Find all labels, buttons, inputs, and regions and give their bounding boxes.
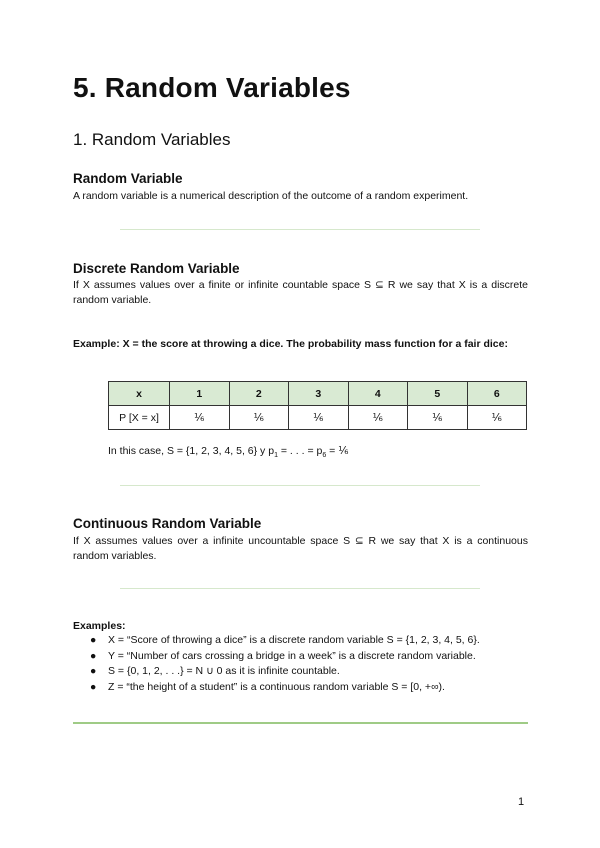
section-divider (120, 485, 480, 486)
list-item-text: X = “Score of throwing a dice” is a discrete random variable S = {1, 2, 3, 4, 5, 6}. (108, 634, 480, 646)
continuous-definition: If X assumes values over a infinite uncountable space S ⊆ R we say that X is a continuous random variables. (73, 535, 528, 562)
bullet-icon: ● (90, 649, 97, 662)
table-header-cell: 3 (289, 382, 349, 406)
table-cell: ⅙ (408, 406, 468, 430)
case-subscript-1: 1 (274, 452, 278, 460)
table-header-cell: 5 (408, 382, 468, 406)
bullet-icon: ● (90, 634, 97, 646)
random-variable-heading: Random Variable (73, 171, 183, 186)
table-header-row (109, 382, 527, 406)
table-header-cell: 6 (467, 382, 527, 406)
table-header-cell: 4 (348, 382, 408, 406)
table-cell: ⅙ (170, 406, 230, 430)
case-middle: = . . . = p (277, 445, 323, 457)
list-item-text: Z = “the height of a student” is a continuous random variable S = [0, +∞). (108, 680, 445, 693)
pmf-table (108, 381, 527, 430)
case-subscript-6: 6 (322, 452, 327, 460)
list-item (73, 649, 480, 665)
discrete-heading: Discrete Random Variable (73, 261, 240, 276)
page-title: 5. Random Variables (73, 72, 351, 103)
table-header-cell: x (109, 382, 170, 406)
case-prefix: In this case, S = {1, 2, 3, 4, 5, 6} y p (108, 445, 275, 457)
list-item (73, 633, 480, 649)
table-header-cell: 1 (170, 382, 230, 406)
list-item-text: Y = “Number of cars crossing a bridge in a week” is a discrete random variable. (108, 649, 476, 662)
list-item-text: S = {0, 1, 2, . . .} = N ∪ 0 as it is infinite countable. (108, 665, 340, 677)
case-suffix: = ⅙ (326, 445, 349, 457)
table-header-cell: 2 (229, 382, 289, 406)
discrete-example-title: Example: X = the score at throwing a dice. The probability mass function for a fair dice: (73, 338, 508, 350)
continuous-heading: Continuous Random Variable (73, 516, 262, 531)
table-cell: ⅙ (229, 406, 289, 430)
section-divider (120, 588, 480, 589)
section-divider (120, 229, 480, 230)
random-variable-definition: A random variable is a numerical description of the outcome of a random experiment. (73, 190, 469, 202)
discrete-definition: If X assumes values over a finite or infinite countable space S ⊆ R we say that X is a discrete random variable. (73, 279, 528, 306)
list-item (73, 664, 480, 680)
table-row-label: P [X = x] (109, 406, 170, 430)
examples-label: Examples: (73, 620, 126, 632)
discrete-case-statement (108, 445, 348, 459)
table-cell: ⅙ (348, 406, 408, 430)
bullet-icon: ● (90, 680, 97, 693)
section-heading: 1. Random Variables (73, 130, 231, 149)
section-end-divider (73, 722, 528, 724)
table-row (109, 406, 527, 430)
table-cell: ⅙ (467, 406, 527, 430)
list-item (73, 680, 480, 696)
table-cell: ⅙ (289, 406, 349, 430)
examples-list (73, 633, 480, 695)
bullet-icon: ● (90, 665, 97, 677)
page-number: 1 (518, 796, 525, 808)
